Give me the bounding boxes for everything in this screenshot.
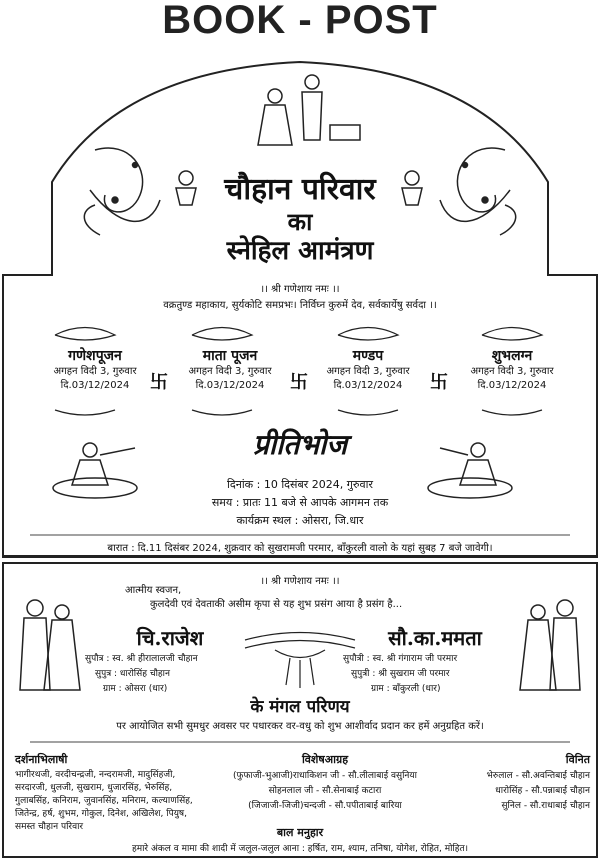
barat-info: बारात : दि.11 दिसंबर 2024, शुक्रवार को सुखरामजी परमार, बाँकुरली वालो के यहां सुबह 7 बजे जावेगी। (107, 543, 493, 554)
ganesh-mantra-bottom: ।। श्री गणेशाय नमः ।। (260, 576, 340, 587)
event-name: माता पूजन (202, 348, 258, 364)
right-couple-figure (520, 600, 580, 690)
vinit-line: भेरुलाल - सौ.अवन्तिबाई चौहान (486, 771, 590, 781)
bal-manuhar-title: बाल मनुहार (276, 826, 324, 839)
groom-details (85, 652, 255, 697)
ka-text: का (287, 207, 313, 236)
bride-grandfather: सुपौत्री : स्व. श्री गंगाराम जी परमार (343, 654, 458, 664)
greeting: आत्मीय स्वजन, (125, 585, 182, 596)
vishesh-line: (जिजाजी-जिजी)चन्दजी - सौ.पपीताबाई बारिया (248, 801, 402, 811)
event-date-line: अगहन विदी 3, गुरुवार (470, 366, 554, 377)
vishesh-section (215, 752, 435, 814)
swastika-icon: 卐 (150, 372, 168, 393)
event-mandap (308, 346, 428, 393)
mangal-parinay-title: के मंगल परिणय (250, 697, 350, 717)
pritibhoj-date: दिनांक : 10 दिसंबर 2024, गुरुवार (227, 478, 373, 491)
left-musician (53, 443, 137, 498)
event-matapujan (170, 346, 290, 393)
intro-text: कुलदेवी एवं देवताकी असीम कृपा से यह शुभ प्रसंग आया है प्रसंग है... (150, 599, 403, 610)
event-date: दि.03/12/2024 (195, 380, 265, 391)
event-name: शुभलग्न (491, 348, 533, 364)
couple-illustration (258, 75, 360, 145)
event-date: दि.03/12/2024 (333, 380, 403, 391)
invitation-subtitle: स्नेहिल आमंत्रण (226, 236, 374, 266)
darshan-line: भागीरथजी, वरदीचन्द्रजी, नन्दरामजी, मादुसिंहजी, (15, 770, 176, 780)
event-shubhlagna (452, 346, 572, 393)
vishesh-title: विशेषआग्रह (301, 753, 349, 766)
book-post-header: BOOK - POST (162, 0, 438, 42)
groom-village: ग्राम : ओसरा (धार) (103, 684, 168, 694)
event-date: दि.03/12/2024 (60, 380, 130, 391)
darshanabhilashi-title: दर्शनाभिलाषी (15, 753, 68, 766)
left-couple-figure (20, 600, 80, 690)
event-date-line: अगहन विदी 3, गुरुवार (188, 366, 272, 377)
event-name: गणेशपूजन (68, 348, 122, 364)
vishesh-line: (फुफाजी-भुआजी)राधाकिशन जी - सौ.लीलाबाई वसुनिया (233, 771, 417, 781)
darshan-line: जितेन्द्र, हर्ष, शुभम, गोकुल, दिनेश, अखिलेश, पियुष, (15, 809, 187, 819)
left-flourish (84, 148, 160, 235)
darshan-line: सरदारजी, धुलजी, सुखराम, धुजारसिंह, भेरुसिंह, (15, 783, 173, 793)
ganesh-mantra-top: ।। श्री गणेशाय नमः ।। (260, 284, 340, 295)
event-name: मण्डप (352, 348, 384, 364)
knot-garland (245, 633, 355, 689)
shloka: वक्रतुण्ड महाकाय, सुर्यकोटि समप्रभः। निर्विघ्न कुरुमें देव, सर्वकार्येषु सर्वदा ।। (163, 300, 437, 311)
vinit-line: धारोसिंह - सौ.पन्नाबाई चौहान (495, 786, 590, 796)
right-flourish (440, 148, 516, 235)
groom-name: चि.राजेश (136, 626, 204, 650)
vinit-line: सुनिल - सौ.राधाबाई चौहान (501, 801, 590, 811)
vinit-section (445, 752, 590, 814)
darshanabhilashi-section (15, 752, 215, 834)
vinit-title: विनित (565, 753, 590, 766)
blessing-text: पर आयोजित सभी सुमधुर अवसर पर पधारकर वर-वधु को शुभ आशीर्वाद प्रदान कर हमें अनुग्रहित करें। (116, 721, 484, 732)
darshan-line: गुलाबसिंह, कनिराम, जुवानसिंह, मनिराम, कल्याणसिंह, (15, 796, 193, 806)
event-ganeshpujan (35, 346, 155, 393)
swastika-icon: 卐 (430, 372, 448, 393)
event-date-line: अगहन विदी 3, गुरुवार (53, 366, 137, 377)
vishesh-line: सोहनलाल जी - सौ.सेनाबाई कटारा (268, 786, 382, 796)
event-date: दि.03/12/2024 (477, 380, 547, 391)
pritibhoj-time: समय : प्रातः 11 बजे से आपके आगमन तक (211, 496, 389, 509)
bride-name: सौ.का.ममता (388, 626, 482, 650)
bride-details (343, 652, 523, 697)
swastika-icon: 卐 (290, 372, 308, 393)
pritibhoj-venue: कार्यक्रम स्थल : ओसरा, जि.धार (236, 514, 364, 527)
bride-father: सुपुत्री : श्री सुखराम जी परमार (351, 669, 450, 679)
bal-manuhar-text: हमारे अंकल व मामा की शादी में जलुल-जलुल आना : हर्षित, राम, श्याम, तनिषा, योगेश, रोहित, मोहित। (131, 844, 469, 854)
family-title: चौहान परिवार (224, 172, 376, 207)
groom-grandfather: सुपौत्र : स्व. श्री हीरालालजी चौहान (85, 654, 198, 664)
pritibhoj-details (140, 476, 460, 530)
bride-village: ग्राम : बाँकुरली (धार) (371, 684, 441, 694)
groom-father: सुपुत्र : धारोसिंह चौहान (95, 669, 171, 679)
pritibhoj-title: प्रीतिभोज (252, 428, 348, 461)
darshan-line: समस्त चौहान परिवार (15, 822, 84, 832)
event-date-line: अगहन विदी 3, गुरुवार (326, 366, 410, 377)
